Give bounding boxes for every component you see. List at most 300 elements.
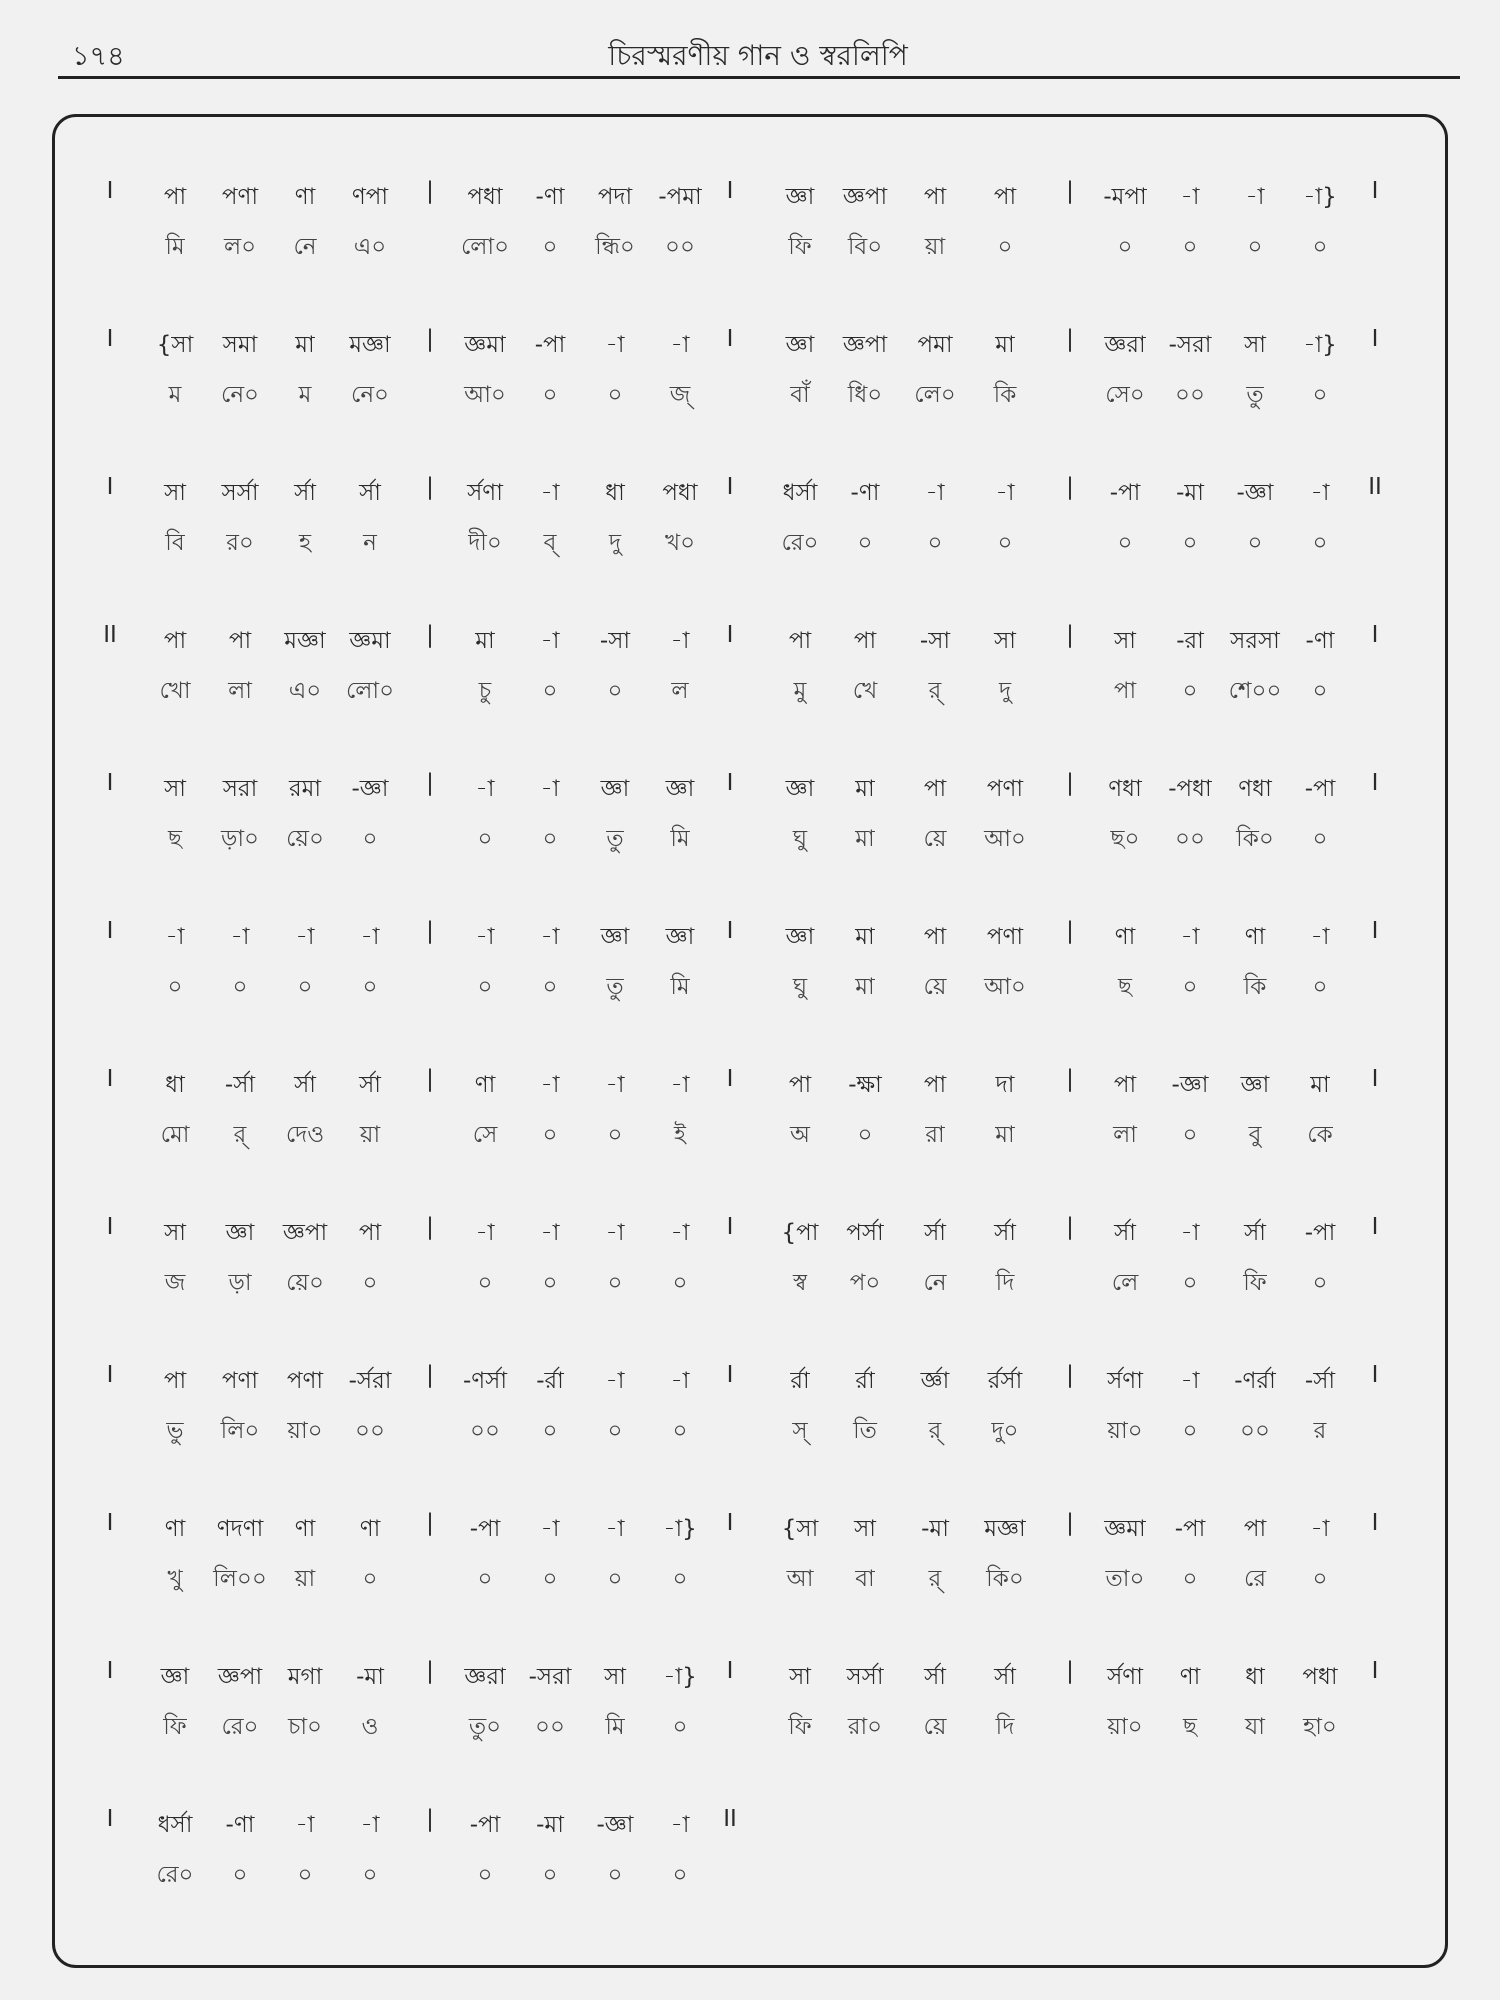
lyric-cell: দী০: [468, 530, 502, 556]
lyric-cell: দেও: [285, 1122, 325, 1148]
lyric-cell: যা: [1245, 1714, 1265, 1740]
lyric-cell: নে০: [220, 382, 259, 408]
lyric-cell: ০: [997, 234, 1013, 260]
bar-line: |: [1066, 1214, 1074, 1240]
bar-line: |: [426, 474, 434, 500]
lyric-cell: ০: [1312, 382, 1328, 408]
note-cell: -া}: [663, 1516, 697, 1542]
lyric-cell: কি০: [1236, 826, 1274, 852]
lyric-cell: য়া: [924, 234, 946, 260]
notation-block: [100, 1058, 1420, 1206]
note-cell: -া: [540, 776, 560, 802]
note-cell: র্সা: [359, 1072, 381, 1098]
bar-line: I: [1371, 1658, 1379, 1684]
note-cell: -পা: [1304, 1220, 1336, 1246]
note-cell: দা: [995, 1072, 1015, 1098]
lyric-cell: ০: [477, 826, 493, 852]
bar-line: |: [1066, 474, 1074, 500]
lyric-cell: ০: [362, 1862, 378, 1888]
lyric-cell: নে: [293, 234, 317, 260]
note-cell: -া: [540, 1220, 560, 1246]
note-cell: -পা: [469, 1812, 501, 1838]
lyric-cell: ০: [362, 1566, 378, 1592]
note-cell: -পমা: [658, 184, 702, 210]
lyric-cell: ০: [1182, 974, 1198, 1000]
bar-line: |: [426, 1362, 434, 1388]
lyric-cell: দু: [998, 678, 1012, 704]
lyric-cell: ০: [1182, 678, 1198, 704]
note-cell: র্সা: [294, 1072, 316, 1098]
note-cell: -মপা: [1103, 184, 1147, 210]
notation-block: [100, 1354, 1420, 1502]
note-cell: ণদণা: [216, 1516, 264, 1542]
lyric-cell: ০: [1117, 530, 1133, 556]
lyric-cell: ০: [607, 678, 623, 704]
note-cell: পদা: [597, 184, 633, 210]
lyric-cell: ০: [607, 1418, 623, 1444]
note-cell: -র্সা: [224, 1072, 256, 1098]
lyric-cell: ল: [671, 678, 689, 704]
lyric-cell: য়া০: [287, 1418, 323, 1444]
lyric-cell: ০: [1117, 234, 1133, 260]
lyric-cell: ০: [297, 1862, 313, 1888]
lyric-cell: সে০: [1105, 382, 1145, 408]
notation-area: [100, 170, 1420, 1946]
lyric-cell: ০০: [1175, 826, 1205, 852]
lyric-cell: ০: [1182, 1122, 1198, 1148]
lyric-cell: মা: [855, 974, 875, 1000]
bar-line: |: [1066, 770, 1074, 796]
note-cell: -ণর্সা: [462, 1368, 508, 1394]
note-cell: -া: [605, 1368, 625, 1394]
note-cell: -া: [360, 924, 380, 950]
bar-line: I: [106, 326, 114, 352]
lyric-cell: ০০: [1240, 1418, 1270, 1444]
lyric-cell: তু: [606, 974, 624, 1000]
notation-block: [100, 1798, 1420, 1946]
bar-line: I: [106, 770, 114, 796]
lyric-cell: ড়া০: [220, 826, 260, 852]
lyric-cell: দি: [995, 1270, 1015, 1296]
note-cell: পা: [228, 628, 252, 654]
note-cell: -া: [540, 628, 560, 654]
note-cell: -া: [670, 628, 690, 654]
lyric-cell: ০০: [355, 1418, 385, 1444]
lyric-cell: মি: [670, 974, 690, 1000]
note-cell: সা: [164, 1220, 186, 1246]
bar-line: I: [726, 918, 734, 944]
lyric-cell: রে: [1244, 1566, 1266, 1592]
lyric-cell: মা: [995, 1122, 1015, 1148]
lyric-cell: ০: [362, 1270, 378, 1296]
lyric-cell: তা০: [1105, 1566, 1145, 1592]
page-title: চিরস্মরণীয় গান ও স্বরলিপি: [608, 39, 908, 72]
lyric-cell: কি: [993, 382, 1017, 408]
note-cell: ণা: [474, 1072, 496, 1098]
note-cell: পা: [923, 184, 947, 210]
note-cell: ণা: [1179, 1664, 1201, 1690]
notation-block: [100, 1206, 1420, 1354]
note-cell: -জ্ঞা: [1236, 480, 1274, 506]
bar-line: |: [426, 918, 434, 944]
lyric-cell: ০: [1182, 1270, 1198, 1296]
note-cell: পা: [993, 184, 1017, 210]
lyric-cell: পা: [1113, 678, 1137, 704]
header-rule: [58, 76, 1460, 79]
bar-line: I: [726, 474, 734, 500]
lyric-cell: ০: [542, 1566, 558, 1592]
note-cell: জ্ঞপা: [217, 1664, 263, 1690]
note-cell: পা: [163, 628, 187, 654]
lyric-cell: লো০: [345, 678, 395, 704]
note-cell: মা: [475, 628, 495, 654]
note-cell: ণা: [1244, 924, 1266, 950]
note-cell: -সরা: [528, 1664, 572, 1690]
lyric-cell: চু: [478, 678, 492, 704]
lyric-cell: মি: [165, 234, 185, 260]
note-cell: রমা: [288, 776, 322, 802]
lyric-cell: ল০: [223, 234, 257, 260]
bar-line: I: [106, 1806, 114, 1832]
note-cell: পা: [163, 184, 187, 210]
note-cell: পা: [853, 628, 877, 654]
lyric-cell: রা০: [847, 1714, 883, 1740]
lyric-cell: ০: [857, 530, 873, 556]
bar-line: |: [1066, 1510, 1074, 1536]
lyric-cell: ০: [1312, 1566, 1328, 1592]
lyric-cell: তু: [606, 826, 624, 852]
note-cell: পমা: [917, 332, 953, 358]
note-cell: -পা: [469, 1516, 501, 1542]
note-cell: জ্ঞমা: [349, 628, 391, 654]
lyric-cell: ০: [477, 974, 493, 1000]
lyric-cell: ০: [477, 1566, 493, 1592]
lyric-cell: ০: [297, 974, 313, 1000]
note-cell: সর্সা: [221, 480, 259, 506]
lyric-cell: চা০: [287, 1714, 323, 1740]
note-cell: -া: [670, 1368, 690, 1394]
lyric-cell: স্: [792, 1418, 808, 1444]
bar-line: |: [426, 1214, 434, 1240]
note-cell: -সা: [599, 628, 631, 654]
note-cell: পণা: [286, 1368, 324, 1394]
lyric-cell: ন: [363, 530, 377, 556]
note-cell: সা: [1114, 628, 1136, 654]
note-cell: পা: [1113, 1072, 1137, 1098]
lyric-cell: ০: [1182, 234, 1198, 260]
lyric-cell: ০: [477, 1862, 493, 1888]
lyric-cell: বু: [1248, 1122, 1262, 1148]
note-cell: মা: [1310, 1072, 1330, 1098]
note-cell: র্সা: [1114, 1220, 1136, 1246]
lyric-cell: জ্: [669, 382, 691, 408]
lyric-cell: কি০: [986, 1566, 1024, 1592]
note-cell: জ্ঞরা: [464, 1664, 506, 1690]
note-cell: ণা: [294, 1516, 316, 1542]
note-cell: ণা: [1114, 924, 1136, 950]
lyric-cell: খ০: [664, 530, 696, 556]
bar-line: I: [1371, 1362, 1379, 1388]
note-cell: পণা: [986, 776, 1024, 802]
lyric-cell: প০: [849, 1270, 881, 1296]
lyric-cell: ০: [607, 382, 623, 408]
notation-block: [100, 466, 1420, 614]
note-cell: {পা: [781, 1220, 819, 1246]
note-cell: -র্সা: [1304, 1368, 1336, 1394]
lyric-cell: ০: [542, 974, 558, 1000]
lyric-cell: রে০: [781, 530, 819, 556]
note-cell: ণপা: [351, 184, 389, 210]
note-cell: -রা: [1176, 628, 1204, 654]
lyric-cell: ০: [542, 1418, 558, 1444]
bar-line: |: [426, 1510, 434, 1536]
lyric-cell: ০: [167, 974, 183, 1000]
bar-line: II: [723, 1806, 737, 1832]
bar-line: |: [1066, 1658, 1074, 1684]
note-cell: পা: [163, 1368, 187, 1394]
bar-line: |: [426, 622, 434, 648]
note-cell: -পা: [534, 332, 566, 358]
note-cell: সরা: [222, 776, 258, 802]
lyric-cell: দু: [608, 530, 622, 556]
notation-block: [100, 910, 1420, 1058]
bar-line: I: [1371, 1214, 1379, 1240]
note-cell: ণা: [164, 1516, 186, 1542]
lyric-cell: র্: [928, 678, 942, 704]
lyric-cell: তু০: [468, 1714, 502, 1740]
lyric-cell: ম: [168, 382, 182, 408]
lyric-cell: ০: [997, 530, 1013, 556]
bar-line: |: [1066, 1066, 1074, 1092]
lyric-cell: ০: [362, 974, 378, 1000]
note-cell: -া: [605, 332, 625, 358]
note-cell: -া: [670, 1220, 690, 1246]
note-cell: -মা: [1176, 480, 1204, 506]
note-cell: র্সা: [1244, 1220, 1266, 1246]
lyric-cell: ০: [672, 1862, 688, 1888]
bar-line: I: [726, 1510, 734, 1536]
lyric-cell: ০: [672, 1566, 688, 1592]
bar-line: I: [106, 1510, 114, 1536]
note-cell: -া: [540, 1072, 560, 1098]
note-cell: পধা: [467, 184, 503, 210]
note-cell: মা: [855, 924, 875, 950]
lyric-cell: মো: [160, 1122, 190, 1148]
lyric-cell: য়ে: [923, 974, 947, 1000]
note-cell: জ্ঞা: [600, 924, 630, 950]
note-cell: পা: [788, 628, 812, 654]
bar-line: I: [1371, 178, 1379, 204]
lyric-cell: ০: [542, 382, 558, 408]
lyric-cell: লো০: [460, 234, 510, 260]
bar-line: I: [1371, 1510, 1379, 1536]
bar-line: I: [1371, 1066, 1379, 1092]
note-cell: র্সণা: [1107, 1664, 1143, 1690]
lyric-cell: ০: [607, 1566, 623, 1592]
note-cell: সা: [164, 480, 186, 506]
lyric-cell: ০: [542, 234, 558, 260]
lyric-cell: এ০: [288, 678, 322, 704]
note-cell: -র্সরা: [348, 1368, 392, 1394]
lyric-cell: নে: [923, 1270, 947, 1296]
lyric-cell: রে০: [156, 1862, 194, 1888]
lyric-cell: র: [1313, 1418, 1327, 1444]
bar-line: |: [426, 1658, 434, 1684]
note-cell: র্রা: [790, 1368, 810, 1394]
note-cell: পণা: [221, 184, 259, 210]
note-cell: পা: [358, 1220, 382, 1246]
note-cell: -ণর্রা: [1234, 1368, 1276, 1394]
note-cell: -ণা: [850, 480, 880, 506]
note-cell: সা: [164, 776, 186, 802]
notation-block: [100, 762, 1420, 910]
note-cell: মা: [855, 776, 875, 802]
lyric-cell: ০: [1182, 1566, 1198, 1592]
lyric-cell: ফি: [1243, 1270, 1267, 1296]
lyric-cell: এ০: [353, 234, 387, 260]
note-cell: মা: [995, 332, 1015, 358]
lyric-cell: মু: [793, 678, 807, 704]
note-cell: সা: [789, 1664, 811, 1690]
lyric-cell: কে: [1307, 1122, 1333, 1148]
note-cell: ধর্সা: [157, 1812, 193, 1838]
note-cell: সর্সা: [846, 1664, 884, 1690]
lyric-cell: র্: [233, 1122, 247, 1148]
lyric-cell: ০০: [1175, 382, 1205, 408]
lyric-cell: ড়া: [228, 1270, 252, 1296]
note-cell: র্সা: [924, 1220, 946, 1246]
note-cell: ণা: [294, 184, 316, 210]
bar-line: |: [1066, 178, 1074, 204]
lyric-cell: য়ে০: [286, 826, 324, 852]
lyric-cell: লা: [228, 678, 252, 704]
note-cell: জ্ঞমা: [1104, 1516, 1146, 1542]
lyric-cell: ০: [1182, 530, 1198, 556]
lyric-cell: ০: [1312, 826, 1328, 852]
lyric-cell: ০: [672, 1270, 688, 1296]
note-cell: জ্ঞপা: [842, 184, 888, 210]
note-cell: -া: [1310, 1516, 1330, 1542]
lyric-cell: অ: [790, 1122, 810, 1148]
lyric-cell: লে: [1111, 1270, 1139, 1296]
page-header: [58, 26, 1458, 76]
lyric-cell: ০: [672, 1418, 688, 1444]
note-cell: মা: [295, 332, 315, 358]
lyric-cell: ০: [477, 1270, 493, 1296]
note-cell: র্রর্সা: [987, 1368, 1023, 1394]
lyric-cell: ০: [1247, 530, 1263, 556]
bar-line: I: [106, 918, 114, 944]
lyric-cell: বা: [855, 1566, 875, 1592]
note-cell: -ণা: [225, 1812, 255, 1838]
lyric-cell: লি০০: [213, 1566, 267, 1592]
lyric-cell: খে: [852, 678, 878, 704]
bar-line: |: [426, 1066, 434, 1092]
lyric-cell: ০: [1312, 530, 1328, 556]
note-cell: ণধা: [1238, 776, 1272, 802]
note-cell: -া: [670, 1072, 690, 1098]
bar-line: |: [1066, 1362, 1074, 1388]
lyric-cell: জ: [164, 1270, 186, 1296]
lyric-cell: বাঁ: [790, 382, 810, 408]
note-cell: সা: [1244, 332, 1266, 358]
bar-line: II: [103, 622, 117, 648]
note-cell: জ্ঞা: [225, 1220, 255, 1246]
lyric-cell: কি: [1243, 974, 1267, 1000]
lyric-cell: ০: [672, 1714, 688, 1740]
note-cell: ধা: [165, 1072, 185, 1098]
note-cell: -া: [995, 480, 1015, 506]
lyric-cell: দু০: [991, 1418, 1019, 1444]
lyric-cell: ছ০: [1110, 826, 1140, 852]
lyric-cell: ০: [1247, 234, 1263, 260]
note-cell: -মা: [356, 1664, 384, 1690]
note-cell: জ্ঞমা: [464, 332, 506, 358]
note-cell: পা: [923, 924, 947, 950]
note-cell: -জ্ঞা: [1171, 1072, 1209, 1098]
note-cell: -া: [1245, 184, 1265, 210]
lyric-cell: ০: [542, 826, 558, 852]
bar-line: I: [106, 178, 114, 204]
lyric-cell: আ০: [984, 826, 1026, 852]
note-cell: জ্ঞা: [785, 332, 815, 358]
lyric-cell: ফি: [163, 1714, 187, 1740]
note-cell: সা: [604, 1664, 626, 1690]
notation-block: [100, 1502, 1420, 1650]
bar-line: I: [726, 622, 734, 648]
bar-line: I: [726, 1066, 734, 1092]
note-cell: র্সা: [994, 1664, 1016, 1690]
lyric-cell: ০: [232, 1862, 248, 1888]
note-cell: -া: [605, 1072, 625, 1098]
note-cell: পা: [788, 1072, 812, 1098]
lyric-cell: মা: [855, 826, 875, 852]
note-cell: জ্ঞা: [665, 924, 695, 950]
notation-block: [100, 614, 1420, 762]
note-cell: -া: [360, 1812, 380, 1838]
lyric-cell: ম: [298, 382, 312, 408]
lyric-cell: ই: [674, 1122, 686, 1148]
lyric-cell: তি: [853, 1418, 877, 1444]
lyric-cell: সে: [472, 1122, 498, 1148]
note-cell: -মা: [921, 1516, 949, 1542]
note-cell: সরসা: [1230, 628, 1280, 654]
bar-line: I: [106, 1066, 114, 1092]
note-cell: জ্ঞা: [785, 776, 815, 802]
note-cell: -পা: [1109, 480, 1141, 506]
note-cell: -া}: [1303, 184, 1337, 210]
note-cell: -া: [605, 1220, 625, 1246]
lyric-cell: স্ব: [793, 1270, 807, 1296]
note-cell: -া: [1180, 184, 1200, 210]
lyric-cell: রা: [925, 1122, 945, 1148]
lyric-cell: আ০: [984, 974, 1026, 1000]
bar-line: I: [726, 326, 734, 352]
notation-block: [100, 170, 1420, 318]
bar-line: I: [726, 178, 734, 204]
lyric-cell: ব্: [543, 530, 557, 556]
lyric-cell: য়ে০: [286, 1270, 324, 1296]
note-cell: -া: [475, 1220, 495, 1246]
lyric-cell: ছ: [168, 826, 182, 852]
lyric-cell: হা০: [1303, 1714, 1337, 1740]
note-cell: ধর্সা: [782, 480, 818, 506]
lyric-cell: ন্ধি০: [595, 234, 635, 260]
lyric-cell: ০: [1312, 1270, 1328, 1296]
lyric-cell: র্: [928, 1566, 942, 1592]
bar-line: I: [1371, 918, 1379, 944]
note-cell: -র্রা: [536, 1368, 564, 1394]
